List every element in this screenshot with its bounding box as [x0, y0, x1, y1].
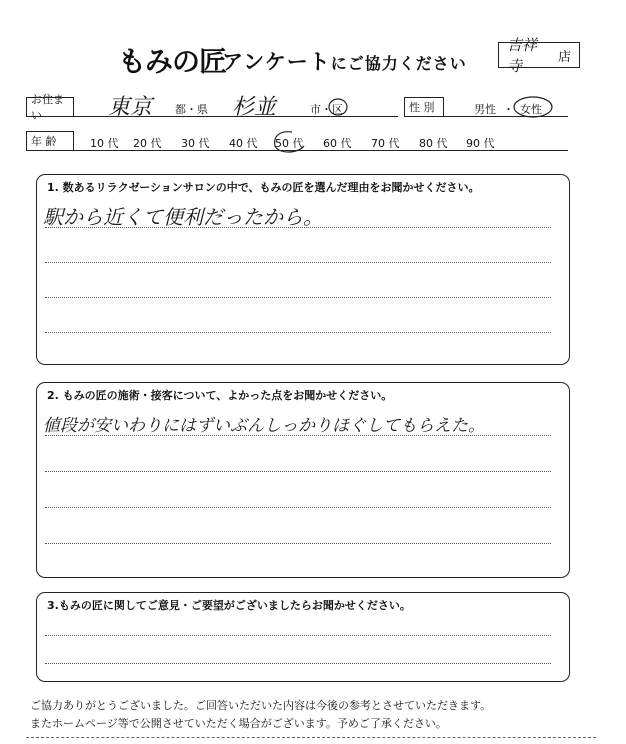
city-written: 杉並 [232, 95, 277, 120]
store-box [498, 36, 580, 75]
answer-line [45, 507, 551, 508]
answer-line [45, 663, 551, 664]
age-option[interactable]: 80 代 [419, 137, 448, 150]
question-3-box [36, 592, 570, 682]
store-suffix: 店 [557, 49, 571, 65]
question-2-answer[interactable]: 値段が安いわりにはずいぶんしっかりほぐしてもらえた。 [43, 416, 485, 436]
age-option[interactable]: 10 代 [90, 137, 119, 150]
answer-line [45, 262, 551, 263]
cut-line [26, 737, 596, 738]
age-option[interactable]: 40 代 [229, 137, 258, 150]
address-label: お住まい [26, 97, 74, 117]
prefecture-options: 都・県 [175, 103, 208, 116]
answer-line [45, 332, 551, 333]
gender-separator: ・ [503, 103, 514, 116]
age-label: 年 齢 [26, 131, 74, 151]
question-1-answer[interactable]: 駅から近くて便利だったから。 [43, 205, 323, 229]
survey-title-main: アンケート [222, 50, 331, 74]
age-option[interactable]: 70 代 [371, 137, 400, 150]
gender-label: 性 別 [404, 97, 444, 117]
city-selected-circle [327, 97, 349, 117]
gender-selected-circle [512, 94, 554, 120]
gender-male-option: 男性 [474, 103, 496, 116]
age-selected-circle [270, 128, 308, 156]
logo: もみの匠 [118, 45, 227, 78]
answer-line [45, 543, 551, 544]
age-options [90, 135, 550, 151]
footer-notice: またホームページ等で公開させていただく場合がございます。予めご了承ください。 [30, 717, 447, 730]
footer-thanks: ご協力ありがとうございました。ご回答いただいた内容は今後の参考とさせていただきます。 [30, 699, 492, 712]
survey-title-sub: にご協力ください [330, 54, 467, 73]
question-1-box [36, 174, 570, 365]
age-option[interactable]: 90 代 [466, 137, 495, 150]
age-option[interactable]: 50 代 [275, 137, 304, 150]
answer-line [45, 435, 551, 436]
survey-title [222, 46, 467, 76]
age-option[interactable]: 30 代 [181, 137, 210, 150]
age-option[interactable]: 60 代 [323, 137, 352, 150]
prefecture-written: 東京 [108, 95, 153, 120]
gender-female-option: 女性 [520, 103, 542, 116]
answer-line [45, 297, 551, 298]
question-2-box [36, 382, 570, 578]
answer-line [45, 227, 551, 228]
question-3-title: 3.もみの匠に関してご意見・ご要望がございましたらお聞かせください。 [47, 599, 411, 612]
age-option[interactable]: 20 代 [133, 137, 162, 150]
city-options: 市・区 [310, 103, 343, 116]
question-1-title: 1. 数あるリラクゼーションサロンの中で、もみの匠を選んだ理由をお聞かせください。 [47, 181, 480, 194]
question-2-title: 2. もみの匠の施術・接客について、よかった点をお聞かせください。 [47, 389, 393, 402]
answer-line [45, 471, 551, 472]
answer-line [45, 635, 551, 636]
store-name: 吉祥寺 [507, 36, 538, 75]
